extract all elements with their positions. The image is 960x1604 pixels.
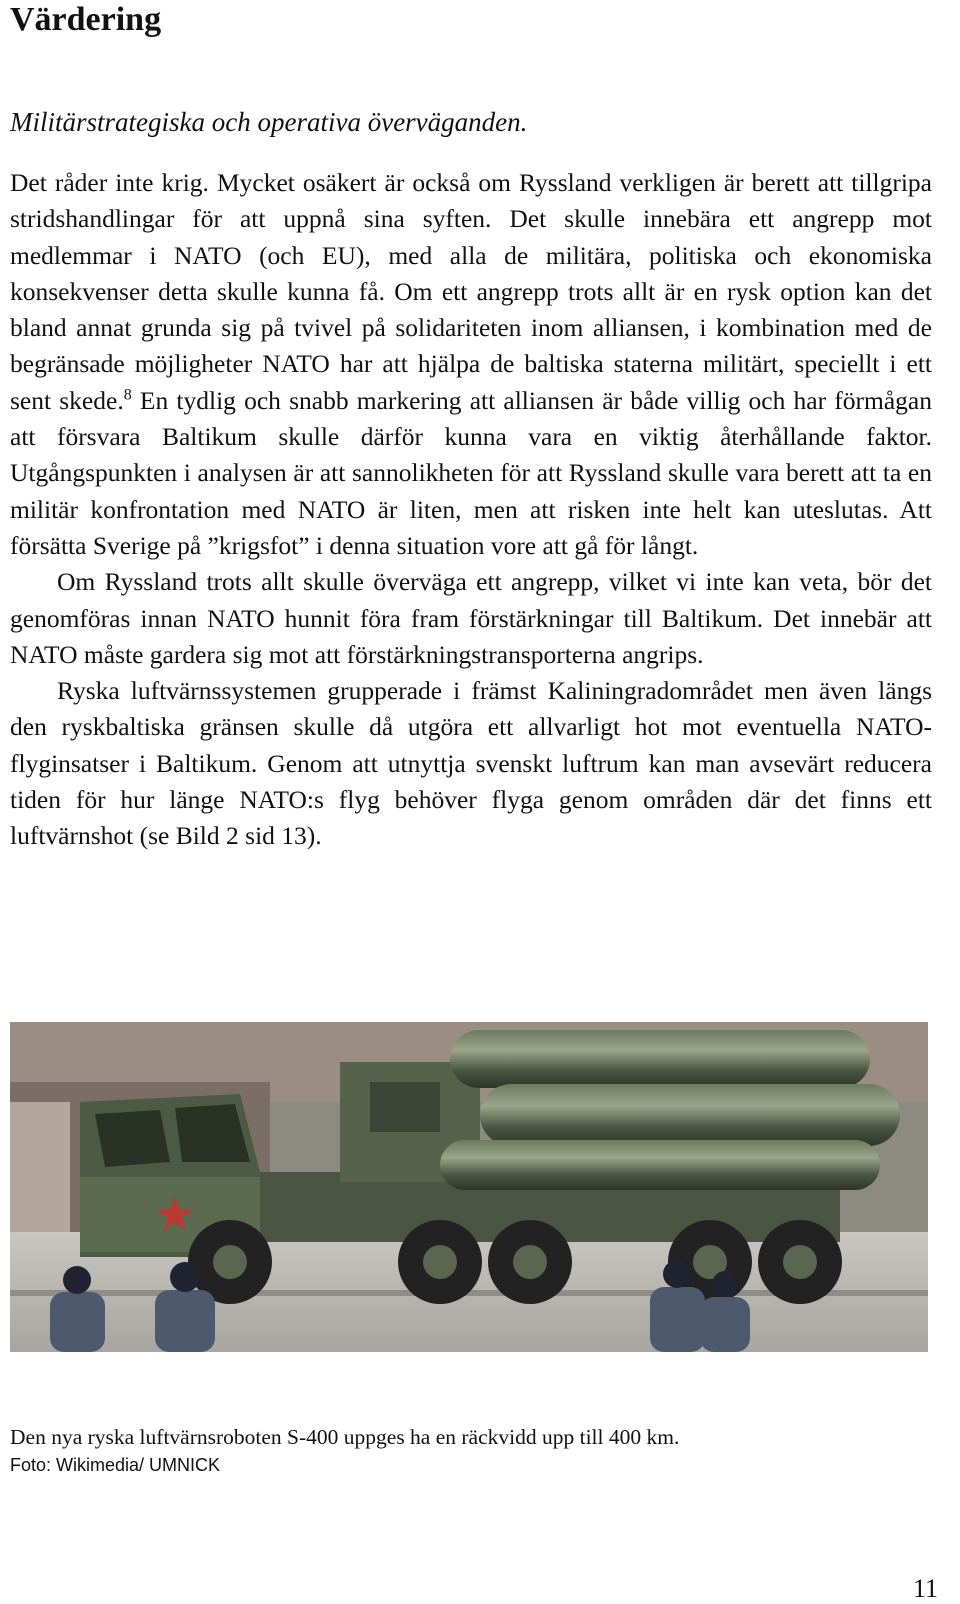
paragraph-1-text-b: En tydlig och snabb markering att alliansen är både villig och har förmågan att försvara Baltikum skulle därför kunna vara en viktig återhållande faktor. Utgångspunkten i analysen är att sannolikheten för att Ryssland skulle vara berett att ta en militär konfrontation med NATO är liten, men att risken inte helt kan uteslutas. Att försätta Sverige på ”krigsfot” i denna situation vore att gå för långt.	[10, 385, 932, 560]
paragraph-3: Ryska luftvärnssystemen grupperade i främst Kaliningradområdet men även längs den ryskbaltiska gränsen skulle då utgöra ett allvarligt hot mot eventuella NATO-flyginsatser i Baltikum. Genom att utnyttja svenskt luftrum kan man avsevärt reducera tiden för hur länge NATO:s flyg behöver flyga genom områden där det finns ett luftvärnshot (se Bild 2 sid 13).	[10, 676, 932, 851]
page-number: 11	[912, 1574, 938, 1603]
photo-s400-launcher	[10, 1022, 928, 1352]
photo-caption: Den nya ryska luftvärnsroboten S-400 uppges ha en räckvidd upp till 400 km.	[10, 1425, 680, 1449]
paragraph-2: Om Ryssland trots allt skulle överväga ett angrepp, vilket vi inte kan veta, bör det genomföras innan NATO hunnit föra fram förstärkningar till Baltikum. Det innebär att NATO måste gardera sig mot att förstärkningstransporterna angrips.	[10, 567, 932, 669]
body-text	[10, 165, 932, 855]
paragraph-1	[10, 165, 932, 564]
footnote-reference[interactable]: 8	[123, 386, 132, 404]
photo-illustration	[10, 1022, 928, 1352]
section-subheading: Militärstrategiska och operativa överväganden.	[10, 107, 528, 137]
paragraph-1-text-a: Det råder inte krig. Mycket osäkert är också om Ryssland verkligen är berett att tillgripa stridshandlingar för att uppnå sina syften. Det skulle innebära ett angrepp mot medlemmar i NATO (och EU), med alla de militära, politiska och ekonomiska konsekvenser detta skulle kunna få. Om ett angrepp trots allt är en rysk option kan det bland annat grunda sig på tvivel på solidariteten inom alliansen, i kombination med de begränsade möjligheter NATO har att hjälpa de baltiska staterna militärt, speciellt i ett sent skede.	[10, 168, 932, 415]
page-heading: Värdering	[10, 1, 162, 38]
photo-credit: Foto: Wikimedia/ UMNICK	[10, 1455, 221, 1475]
